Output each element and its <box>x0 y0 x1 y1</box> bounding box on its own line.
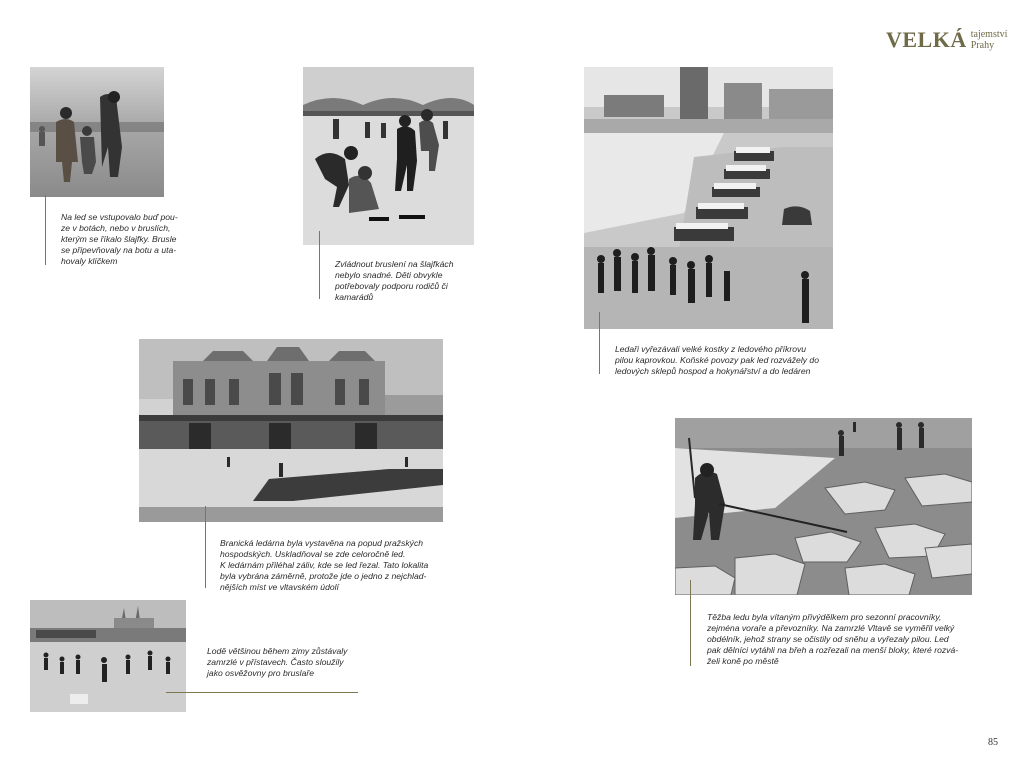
photo-children-skating <box>303 67 474 245</box>
caption-ice-cutters: Těžba ledu byla vítaným přivýdělkem pro sezonní pracovníky, zejména voraře a převozníky. Na zamrzlé Vltavě se vyměřil velký obdélník, jehož strany se očistily od sněhu a vyřezaly pilou. Led pak dělníci vytáhli na břeh a rozřezali na menší bloky, které rozvá- želi koně po městě <box>707 612 959 666</box>
photo-ice-cutters-river <box>675 418 972 595</box>
caption-rule-4 <box>205 506 206 588</box>
caption-children-skating: Zvládnout bruslení na šlajfkách nebylo snadné. Děti obvykle potřebovaly podporu rodičů či kamarádů <box>335 259 454 302</box>
book-title <box>886 27 1007 53</box>
book-title-sub <box>971 29 1008 51</box>
book-title-sub-line2: Prahy <box>970 40 995 51</box>
photo-ice-harvest-horses <box>584 67 833 329</box>
caption-skaters-family: Na led se vstupovalo buď pou- ze v botách, nebo v bruslích, kterým se říkalo šlajfky. Brusle se připevňovaly na botu a uta- hovaly klíčkem <box>61 212 178 266</box>
caption-rule-1 <box>45 195 46 265</box>
photo-skaters-family <box>30 67 164 197</box>
caption-ice-harvest-horses: Ledaři vyřezávali velké kostky z ledového příkrovu pilou kaprovkou. Koňské povozy pak led rozvážely do ledových sklepů hospod a hokynářství a do ledáren <box>615 344 819 376</box>
caption-frozen-boats: Lodě většinou během zimy zůstávaly zamrzlé v přístavech. Často sloužily jako osvěžovny pro bruslaře <box>207 646 348 678</box>
photo-frozen-boats-skaters <box>30 600 186 712</box>
photo-branik-ice-house <box>139 339 443 522</box>
caption-rule-3 <box>599 312 600 374</box>
caption-rule-5 <box>166 692 358 693</box>
page-number: 85 <box>988 737 998 748</box>
book-title-sub-line1: tajemství <box>970 29 1008 40</box>
caption-branik-ice-house: Branická ledárna byla vystavěna na popud pražských hospodských. Uskladňoval se zde celoročně led. K ledárnám přiléhal záliv, kde se led řezal. Tato lokalita byla vybrána záměrně, protože jde o jedno z nejchlad- nějších míst ve vltavském údolí <box>220 538 429 592</box>
caption-rule-6 <box>690 580 691 666</box>
book-title-main: VELKÁ <box>886 27 967 52</box>
caption-rule-2 <box>319 231 320 299</box>
